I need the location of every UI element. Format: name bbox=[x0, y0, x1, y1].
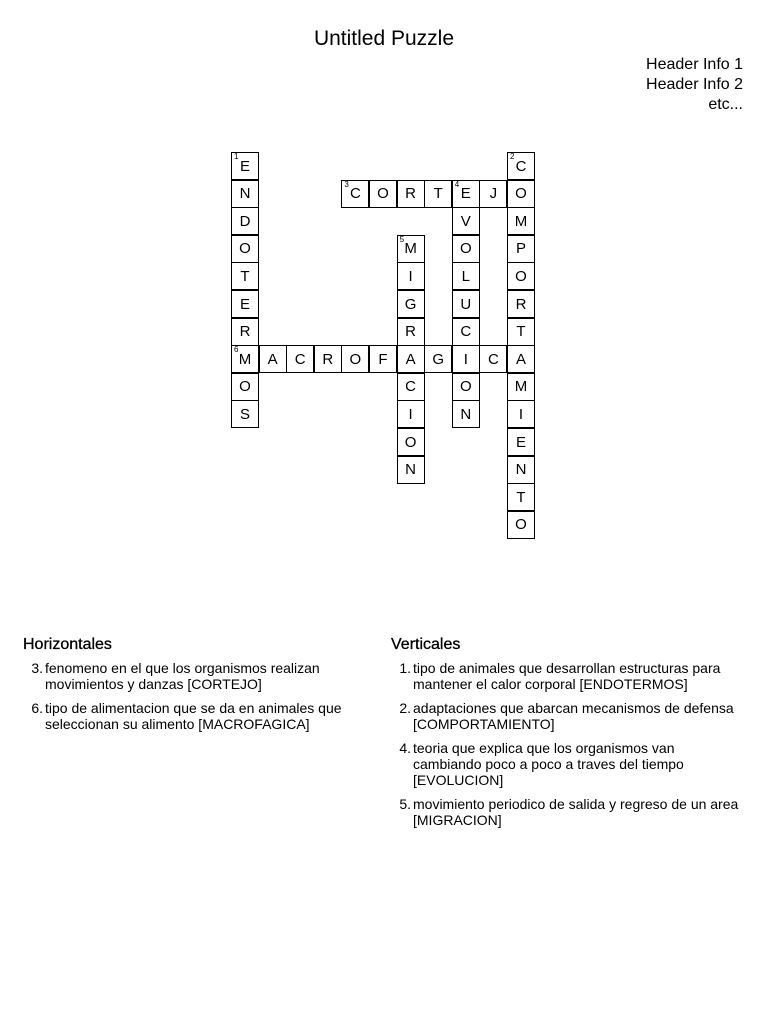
clue-item bbox=[23, 660, 373, 692]
cell-letter: I bbox=[463, 350, 468, 368]
grid-cell bbox=[314, 345, 342, 373]
grid-cell bbox=[452, 235, 480, 263]
cell-letter: T bbox=[433, 185, 443, 203]
grid-cell bbox=[341, 345, 369, 373]
cell-letter: R bbox=[239, 323, 251, 341]
grid-cell bbox=[452, 290, 480, 318]
grid-cell bbox=[452, 318, 480, 346]
grid-cell bbox=[507, 262, 535, 290]
cell-letter: O bbox=[239, 240, 251, 258]
cell-letter: O bbox=[349, 350, 362, 368]
grid-cell bbox=[231, 400, 259, 428]
cell-letter: R bbox=[405, 323, 417, 341]
grid-cell bbox=[507, 511, 535, 539]
cell-letter: E bbox=[460, 185, 471, 203]
clue-item bbox=[23, 700, 373, 732]
cell-letter: C bbox=[487, 350, 499, 368]
cell-number: 6 bbox=[234, 345, 239, 355]
cell-letter: O bbox=[239, 378, 251, 396]
grid-cell bbox=[452, 400, 480, 428]
cell-letter: N bbox=[515, 461, 527, 479]
grid-cell bbox=[452, 207, 480, 235]
cell-number: 1 bbox=[234, 152, 239, 161]
grid-cell bbox=[479, 345, 507, 373]
grid-cell bbox=[341, 180, 369, 208]
cell-letter: M bbox=[404, 240, 417, 258]
cell-number: 3 bbox=[344, 179, 349, 189]
header-info-line: etc... bbox=[708, 96, 743, 113]
grid-cell bbox=[231, 373, 259, 401]
grid-cell bbox=[397, 180, 425, 208]
grid-cell bbox=[286, 345, 314, 373]
cell-letter: O bbox=[515, 185, 527, 203]
cell-letter: M bbox=[514, 212, 528, 230]
grid-cell bbox=[507, 345, 535, 373]
grid-cell bbox=[424, 345, 452, 373]
grid-cell bbox=[231, 180, 259, 208]
header-info-line: Header Info 2 bbox=[646, 76, 743, 93]
grid-cell bbox=[397, 318, 425, 346]
cell-letter: I bbox=[408, 405, 413, 423]
cell-letter: J bbox=[489, 185, 498, 203]
grid-cell bbox=[507, 180, 535, 208]
grid-cell bbox=[397, 262, 425, 290]
clue-number: 4. bbox=[399, 740, 411, 756]
grid-cell bbox=[507, 290, 535, 318]
cell-letter: N bbox=[405, 461, 417, 479]
grid-cell bbox=[507, 428, 535, 456]
vertical-heading: Verticales bbox=[391, 636, 461, 653]
grid-cell bbox=[397, 235, 425, 263]
clue-number: 2. bbox=[399, 700, 411, 716]
grid-cell bbox=[231, 262, 259, 290]
grid-cell bbox=[424, 180, 452, 208]
cell-letter: A bbox=[267, 350, 278, 368]
cell-number: 4 bbox=[454, 179, 460, 189]
grid-cell bbox=[507, 400, 535, 428]
cell-letter: O bbox=[515, 516, 527, 534]
cell-letter: I bbox=[408, 267, 413, 285]
cell-letter: O bbox=[404, 433, 417, 451]
grid-cell bbox=[231, 235, 259, 263]
grid-cell bbox=[231, 318, 259, 346]
cell-letter: C bbox=[460, 323, 472, 341]
cell-letter: O bbox=[377, 185, 389, 203]
cell-letter: R bbox=[405, 185, 417, 203]
grid-cell bbox=[397, 373, 425, 401]
horizontal-clues bbox=[23, 636, 373, 740]
grid-cell bbox=[259, 345, 287, 373]
cell-number: 2 bbox=[510, 152, 515, 161]
grid-cell bbox=[452, 345, 480, 373]
cell-letter: M bbox=[238, 350, 252, 368]
grid-cell bbox=[231, 207, 259, 235]
cell-letter: L bbox=[461, 267, 470, 285]
cell-letter: C bbox=[515, 157, 527, 175]
clue-text: adaptaciones que abarcan mecanismos de defensa [COMPORTAMIENTO] bbox=[413, 700, 734, 732]
grid-cell bbox=[231, 290, 259, 318]
cell-letter: T bbox=[516, 323, 526, 341]
clue-text: tipo de alimentacion que se da en animales que seleccionan su alimento [MACROFAGICA] bbox=[45, 700, 342, 732]
header-info-line: Header Info 1 bbox=[646, 56, 743, 73]
clue-number: 3. bbox=[31, 660, 43, 676]
clue-item bbox=[391, 796, 741, 828]
cell-letter: A bbox=[405, 350, 416, 368]
cell-letter: C bbox=[405, 378, 417, 396]
cell-letter: T bbox=[516, 488, 526, 506]
cell-letter: M bbox=[514, 378, 528, 396]
cell-letter: O bbox=[515, 267, 527, 285]
cell-letter: D bbox=[239, 212, 251, 230]
clue-number: 6. bbox=[31, 700, 43, 716]
clue-text: tipo de animales que desarrollan estructuras para mantener el calor corporal [ENDOTERMOS] bbox=[413, 660, 721, 692]
grid-cell bbox=[507, 235, 535, 263]
grid-cell bbox=[479, 180, 507, 208]
grid-cell bbox=[452, 262, 480, 290]
cell-letter: S bbox=[239, 405, 250, 423]
grid-cell bbox=[369, 345, 397, 373]
cell-letter: N bbox=[239, 185, 251, 203]
grid-cell bbox=[507, 318, 535, 346]
grid-cell bbox=[452, 373, 480, 401]
cell-letter: A bbox=[515, 350, 526, 368]
cell-letter: O bbox=[459, 378, 472, 396]
cell-letter: R bbox=[322, 350, 334, 368]
clue-text: teoria que explica que los organismos van cambiando poco a poco a traves del tiempo [EVOLUCION] bbox=[413, 740, 684, 788]
grid-cell bbox=[231, 345, 259, 373]
grid-cell bbox=[507, 152, 535, 180]
cell-letter: V bbox=[460, 212, 471, 230]
cell-letter: G bbox=[432, 350, 445, 368]
cell-letter: E bbox=[239, 157, 250, 175]
grid-cell bbox=[507, 456, 535, 484]
cell-letter: O bbox=[459, 240, 472, 258]
clue-number: 1. bbox=[399, 660, 411, 676]
cell-letter: C bbox=[349, 185, 361, 203]
cell-letter: E bbox=[515, 433, 526, 451]
cell-letter: T bbox=[240, 267, 250, 285]
clue-text: movimiento periodico de salida y regreso de un area [MIGRACION] bbox=[413, 796, 739, 828]
clue-item bbox=[391, 740, 741, 788]
grid-cell bbox=[397, 345, 425, 373]
clue-item bbox=[391, 700, 741, 732]
grid-cell bbox=[452, 180, 480, 208]
clue-number: 5. bbox=[399, 796, 411, 812]
clue-item bbox=[391, 660, 741, 692]
grid-cell bbox=[231, 152, 259, 180]
cell-letter: R bbox=[515, 295, 527, 313]
cell-letter: F bbox=[378, 350, 388, 368]
cell-letter: N bbox=[460, 405, 472, 423]
grid-cell bbox=[397, 428, 425, 456]
grid-cell bbox=[507, 207, 535, 235]
grid-cell bbox=[397, 290, 425, 318]
cell-letter: C bbox=[294, 350, 306, 368]
grid-cell bbox=[507, 373, 535, 401]
grid-cell bbox=[397, 400, 425, 428]
grid-cell bbox=[507, 483, 535, 511]
cell-letter: I bbox=[518, 405, 524, 423]
cell-letter: E bbox=[239, 295, 250, 313]
cell-letter: U bbox=[460, 295, 472, 313]
page-title: Untitled Puzzle bbox=[313, 27, 455, 50]
vertical-clues bbox=[391, 636, 741, 836]
cell-letter: P bbox=[515, 240, 526, 258]
clue-text: fenomeno en el que los organismos realizan movimientos y danzas [CORTEJO] bbox=[45, 660, 320, 692]
grid-cell bbox=[369, 180, 397, 208]
horizontal-heading: Horizontales bbox=[23, 636, 112, 653]
cell-letter: G bbox=[404, 295, 417, 313]
grid-cell bbox=[397, 456, 425, 484]
cell-number: 5 bbox=[399, 234, 405, 244]
